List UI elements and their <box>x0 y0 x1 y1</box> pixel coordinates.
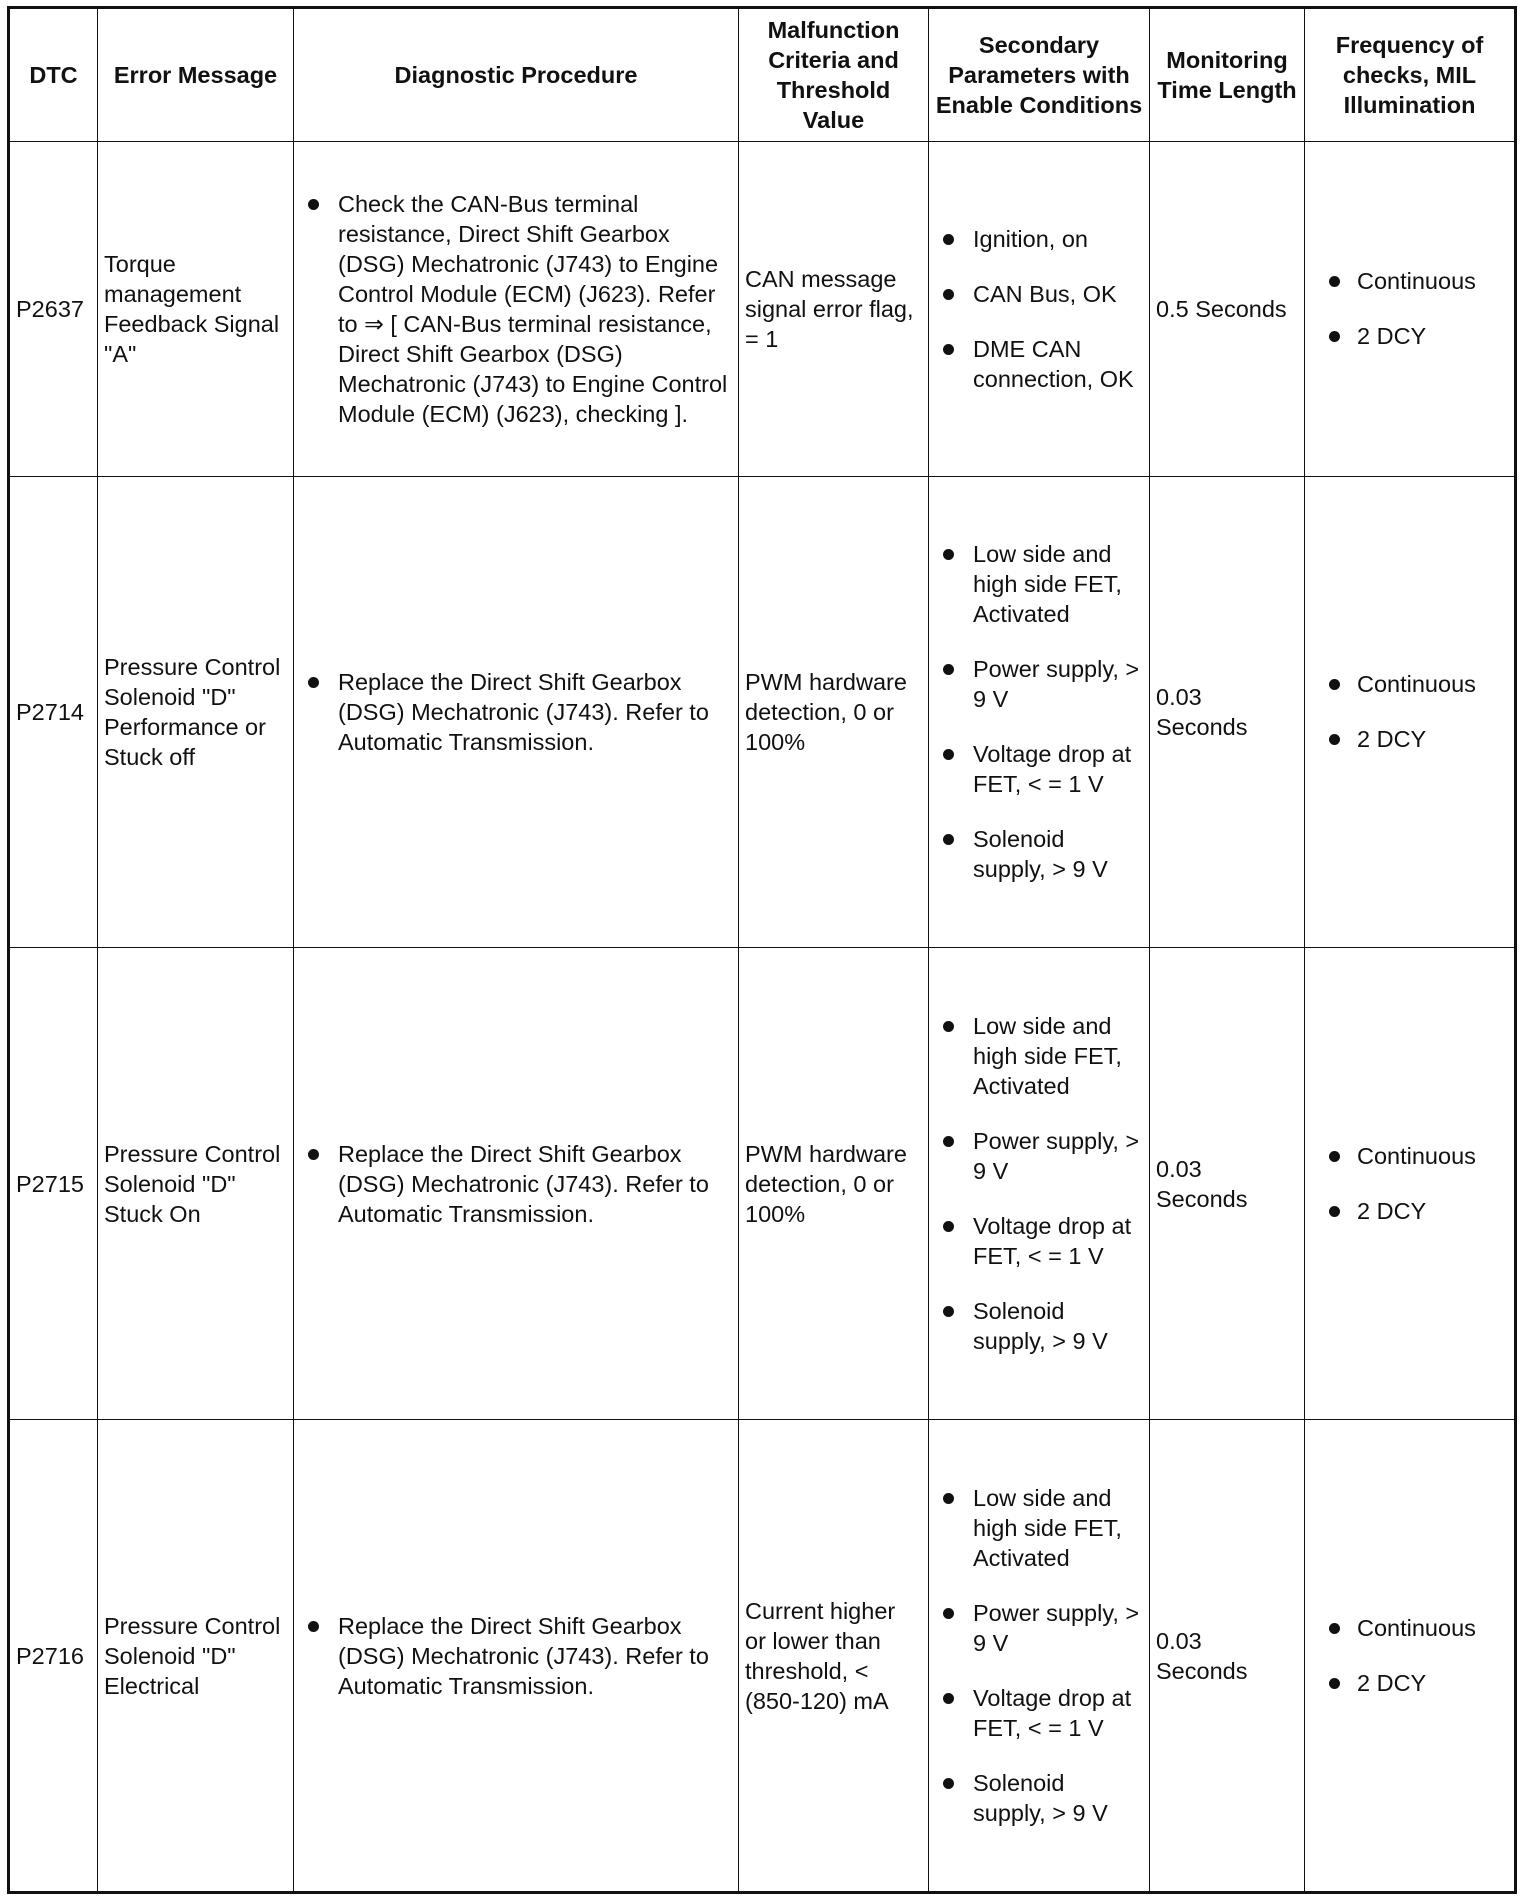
secondary-parameter: Low side and high side FET, Activated <box>973 1485 1122 1572</box>
list-item <box>1321 724 1508 754</box>
procedure-text: Replace the Direct Shift Gearbox (DSG) Mechatronic (J743). Refer to Automatic Transmission. <box>338 668 709 755</box>
frequency-item: Continuous <box>1357 268 1476 295</box>
secondary-parameters <box>929 948 1150 1420</box>
header-secondary-parameters: Secondary Parameters with Enable Conditions <box>929 8 1150 142</box>
monitoring-time: 0.03 Seconds <box>1150 1420 1305 1893</box>
monitoring-time: 0.03 Seconds <box>1150 476 1305 948</box>
frequency-checks <box>1305 142 1516 477</box>
list-item <box>300 189 732 429</box>
frequency-item: 2 DCY <box>1357 726 1427 753</box>
monitoring-time: 0.5 Seconds <box>1150 142 1305 477</box>
bullet-icon <box>943 1136 954 1147</box>
frequency-checks <box>1305 476 1516 948</box>
secondary-parameter: Solenoid supply, > 9 V <box>973 1770 1108 1827</box>
frequency-item: 2 DCY <box>1357 323 1427 350</box>
header-row <box>9 8 1516 142</box>
secondary-parameter: DME CAN connection, OK <box>973 335 1134 392</box>
bullet-icon <box>1329 276 1340 287</box>
list-item <box>935 824 1143 884</box>
procedure-text: Replace the Direct Shift Gearbox (DSG) Mechatronic (J743). Refer to Automatic Transmission. <box>338 1612 709 1699</box>
malfunction-criteria: CAN message signal error flag, = 1 <box>739 142 929 477</box>
bullet-icon <box>943 664 954 675</box>
list-item <box>935 334 1143 394</box>
secondary-parameter: Solenoid supply, > 9 V <box>973 1298 1108 1355</box>
secondary-parameter: Solenoid supply, > 9 V <box>973 826 1108 883</box>
secondary-parameter: Ignition, on <box>973 225 1088 252</box>
list-item <box>1321 1668 1508 1698</box>
list-item <box>935 739 1143 799</box>
frequency-checks <box>1305 1420 1516 1893</box>
list-item <box>935 1683 1143 1743</box>
bullet-icon <box>943 1221 954 1232</box>
bullet-icon <box>1329 679 1340 690</box>
bullet-icon <box>943 1608 954 1619</box>
header-diagnostic-procedure: Diagnostic Procedure <box>294 8 739 142</box>
bullet-icon <box>1329 734 1340 745</box>
list-item <box>935 1296 1143 1356</box>
bullet-icon <box>1329 331 1340 342</box>
error-message: Pressure Control Solenoid "D" Electrical <box>98 1420 294 1893</box>
secondary-parameter: Voltage drop at FET, < = 1 V <box>973 1213 1132 1270</box>
bullet-icon <box>308 1149 319 1160</box>
bullet-icon <box>943 1778 954 1789</box>
monitoring-time: 0.03 Seconds <box>1150 948 1305 1420</box>
bullet-icon <box>943 1021 954 1032</box>
list-item <box>935 1211 1143 1271</box>
dtc-code: P2715 <box>9 948 98 1420</box>
secondary-parameter: Low side and high side FET, Activated <box>973 1013 1122 1100</box>
list-item <box>1321 266 1508 296</box>
frequency-checks <box>1305 948 1516 1420</box>
malfunction-criteria: PWM hardware detection, 0 or 100% <box>739 948 929 1420</box>
frequency-item: 2 DCY <box>1357 1670 1427 1697</box>
frequency-item: Continuous <box>1357 1615 1476 1642</box>
dtc-code: P2716 <box>9 1420 98 1893</box>
frequency-item: Continuous <box>1357 1143 1476 1170</box>
dtc-code: P2714 <box>9 476 98 948</box>
bullet-icon <box>943 1306 954 1317</box>
list-item <box>935 1768 1143 1828</box>
header-monitoring-time: Monitoring Time Length <box>1150 8 1305 142</box>
table-row <box>9 948 1516 1420</box>
diagnostic-procedure <box>294 1420 739 1893</box>
dtc-code: P2637 <box>9 142 98 477</box>
bullet-icon <box>1329 1151 1340 1162</box>
table-row <box>9 476 1516 948</box>
diagnostic-procedure <box>294 142 739 477</box>
bullet-icon <box>1329 1206 1340 1217</box>
error-message: Pressure Control Solenoid "D" Performance or Stuck off <box>98 476 294 948</box>
secondary-parameter: Voltage drop at FET, < = 1 V <box>973 741 1132 798</box>
frequency-item: 2 DCY <box>1357 1198 1427 1225</box>
bullet-icon <box>308 1621 319 1632</box>
secondary-parameters <box>929 142 1150 477</box>
list-item <box>1321 1141 1508 1171</box>
procedure-text: Replace the Direct Shift Gearbox (DSG) Mechatronic (J743). Refer to Automatic Transmission. <box>338 1140 709 1227</box>
list-item <box>300 667 732 757</box>
bullet-icon <box>943 749 954 760</box>
list-item <box>300 1611 732 1701</box>
secondary-parameter: Voltage drop at FET, < = 1 V <box>973 1685 1132 1742</box>
secondary-parameters <box>929 476 1150 948</box>
list-item <box>935 279 1143 309</box>
secondary-parameter: Low side and high side FET, Activated <box>973 541 1122 628</box>
frequency-item: Continuous <box>1357 671 1476 698</box>
malfunction-criteria: PWM hardware detection, 0 or 100% <box>739 476 929 948</box>
secondary-parameter: Power supply, > 9 V <box>973 1128 1140 1185</box>
bullet-icon <box>1329 1623 1340 1634</box>
list-item <box>935 1126 1143 1186</box>
procedure-text: Check the CAN-Bus terminal resistance, Direct Shift Gearbox (DSG) Mechatronic (J743) to Engine Control Module (ECM) (J623). Refer to ⇒ [ CAN-Bus terminal resistance, Direct Shift Gearbox (DSG) Mechatronic (J743) to Engine Control Module (ECM) (J623), checking ]. <box>338 190 728 427</box>
bullet-icon <box>308 199 319 210</box>
table-row <box>9 142 1516 477</box>
list-item <box>935 1483 1143 1573</box>
list-item <box>1321 669 1508 699</box>
bullet-icon <box>1329 1678 1340 1689</box>
header-malfunction-criteria: Malfunction Criteria and Threshold Value <box>739 8 929 142</box>
header-dtc: DTC <box>9 8 98 142</box>
list-item <box>935 654 1143 714</box>
list-item <box>935 539 1143 629</box>
list-item <box>935 1011 1143 1101</box>
error-message: Torque management Feedback Signal "A" <box>98 142 294 477</box>
bullet-icon <box>943 549 954 560</box>
diagnostic-procedure <box>294 476 739 948</box>
header-frequency: Frequency of checks, MIL Illumination <box>1305 8 1516 142</box>
bullet-icon <box>943 834 954 845</box>
dtc-table <box>7 6 1517 1894</box>
bullet-icon <box>943 1493 954 1504</box>
diagnostic-procedure <box>294 948 739 1420</box>
bullet-icon <box>943 344 954 355</box>
list-item <box>935 224 1143 254</box>
bullet-icon <box>943 289 954 300</box>
list-item <box>1321 1196 1508 1226</box>
list-item <box>1321 1613 1508 1643</box>
secondary-parameter: CAN Bus, OK <box>973 280 1117 307</box>
header-error-message: Error Message <box>98 8 294 142</box>
secondary-parameter: Power supply, > 9 V <box>973 1600 1140 1657</box>
bullet-icon <box>943 1693 954 1704</box>
list-item <box>1321 321 1508 351</box>
list-item <box>300 1139 732 1229</box>
error-message: Pressure Control Solenoid "D" Stuck On <box>98 948 294 1420</box>
bullet-icon <box>308 677 319 688</box>
secondary-parameter: Power supply, > 9 V <box>973 656 1140 713</box>
list-item <box>935 1598 1143 1658</box>
malfunction-criteria: Current higher or lower than threshold, < (850-120) mA <box>739 1420 929 1893</box>
bullet-icon <box>943 234 954 245</box>
table-row <box>9 1420 1516 1893</box>
secondary-parameters <box>929 1420 1150 1893</box>
